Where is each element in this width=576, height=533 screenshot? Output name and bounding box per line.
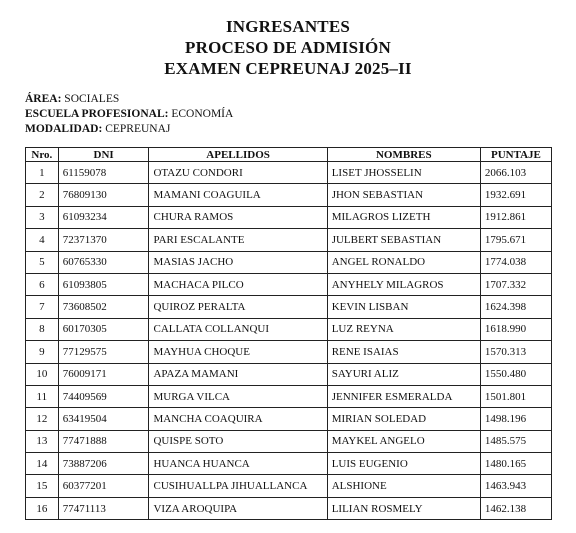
table-row bbox=[26, 251, 552, 273]
cell-nombres: SAYURI ALIZ bbox=[327, 363, 480, 385]
document-title-block bbox=[0, 16, 576, 79]
title-ingresantes: INGRESANTES bbox=[225, 17, 351, 36]
cell-nro: 4 bbox=[26, 229, 59, 251]
table-row bbox=[26, 430, 552, 452]
meta-escuela bbox=[25, 107, 233, 122]
cell-dni: 73887206 bbox=[58, 453, 149, 475]
cell-apellidos: MANCHA COAQUIRA bbox=[149, 408, 327, 430]
cell-apellidos: CALLATA COLLANQUI bbox=[149, 318, 327, 340]
cell-apellidos: MAYHUA CHOQUE bbox=[149, 341, 327, 363]
cell-dni: 77129575 bbox=[58, 341, 149, 363]
cell-nombres: LISET JHOSSELIN bbox=[327, 162, 480, 184]
cell-dni: 63419504 bbox=[58, 408, 149, 430]
table-row bbox=[26, 475, 552, 497]
cell-dni: 76809130 bbox=[58, 184, 149, 206]
cell-puntaje: 2066.103 bbox=[480, 162, 551, 184]
meta-escuela-value: ECONOMÍA bbox=[171, 108, 234, 120]
cell-dni: 77471113 bbox=[58, 497, 149, 519]
cell-apellidos: MAMANI COAGUILA bbox=[149, 184, 327, 206]
meta-area-label: ÁREA: bbox=[25, 93, 62, 105]
cell-nro: 11 bbox=[26, 385, 59, 407]
cell-apellidos: MURGA VILCA bbox=[149, 385, 327, 407]
cell-puntaje: 1570.313 bbox=[480, 341, 551, 363]
cell-nombres: JULBERT SEBASTIAN bbox=[327, 229, 480, 251]
cell-nro: 6 bbox=[26, 273, 59, 295]
table-row bbox=[26, 363, 552, 385]
cell-nombres: LUZ REYNA bbox=[327, 318, 480, 340]
cell-apellidos: VIZA AROQUIPA bbox=[149, 497, 327, 519]
cell-dni: 60377201 bbox=[58, 475, 149, 497]
cell-puntaje: 1932.691 bbox=[480, 184, 551, 206]
cell-puntaje: 1795.671 bbox=[480, 229, 551, 251]
cell-puntaje: 1463.943 bbox=[480, 475, 551, 497]
cell-nro: 1 bbox=[26, 162, 59, 184]
cell-nombres: JENNIFER ESMERALDA bbox=[327, 385, 480, 407]
cell-nombres: ANGEL RONALDO bbox=[327, 251, 480, 273]
cell-nombres: LILIAN ROSMELY bbox=[327, 497, 480, 519]
results-table bbox=[25, 147, 552, 520]
cell-puntaje: 1485.575 bbox=[480, 430, 551, 452]
cell-nro: 2 bbox=[26, 184, 59, 206]
cell-nombres: JHON SEBASTIAN bbox=[327, 184, 480, 206]
cell-puntaje: 1774.038 bbox=[480, 251, 551, 273]
column-header-nro: Nro. bbox=[26, 148, 59, 162]
cell-nro: 8 bbox=[26, 318, 59, 340]
cell-nombres: ANYHELY MILAGROS bbox=[327, 273, 480, 295]
table-header-row bbox=[26, 148, 552, 162]
table-row bbox=[26, 184, 552, 206]
column-header-nombres: NOMBRES bbox=[327, 148, 480, 162]
table-row bbox=[26, 453, 552, 475]
cell-apellidos: OTAZU CONDORI bbox=[149, 162, 327, 184]
document-meta bbox=[25, 92, 233, 137]
cell-nro: 14 bbox=[26, 453, 59, 475]
cell-nro: 9 bbox=[26, 341, 59, 363]
cell-dni: 61159078 bbox=[58, 162, 149, 184]
cell-nombres: RENE ISAIAS bbox=[327, 341, 480, 363]
cell-nombres: LUIS EUGENIO bbox=[327, 453, 480, 475]
cell-puntaje: 1618.990 bbox=[480, 318, 551, 340]
cell-puntaje: 1550.480 bbox=[480, 363, 551, 385]
cell-nro: 13 bbox=[26, 430, 59, 452]
table-row bbox=[26, 206, 552, 228]
meta-modalidad bbox=[25, 122, 233, 137]
cell-dni: 61093234 bbox=[58, 206, 149, 228]
cell-puntaje: 1912.861 bbox=[480, 206, 551, 228]
meta-area bbox=[25, 92, 233, 107]
cell-dni: 74409569 bbox=[58, 385, 149, 407]
cell-dni: 72371370 bbox=[58, 229, 149, 251]
cell-nro: 10 bbox=[26, 363, 59, 385]
column-header-puntaje: PUNTAJE bbox=[480, 148, 551, 162]
cell-nombres: MAYKEL ANGELO bbox=[327, 430, 480, 452]
cell-puntaje: 1624.398 bbox=[480, 296, 551, 318]
cell-nombres: MILAGROS LIZETH bbox=[327, 206, 480, 228]
cell-apellidos: CUSIHUALLPA JIHUALLANCA bbox=[149, 475, 327, 497]
table-row bbox=[26, 341, 552, 363]
cell-nombres: ALSHIONE bbox=[327, 475, 480, 497]
cell-apellidos: HUANCA HUANCA bbox=[149, 453, 327, 475]
cell-nro: 5 bbox=[26, 251, 59, 273]
cell-apellidos: CHURA RAMOS bbox=[149, 206, 327, 228]
cell-nro: 3 bbox=[26, 206, 59, 228]
cell-dni: 76009171 bbox=[58, 363, 149, 385]
table-row bbox=[26, 229, 552, 251]
column-header-dni: DNI bbox=[58, 148, 149, 162]
table-row bbox=[26, 497, 552, 519]
table-row bbox=[26, 408, 552, 430]
table-row bbox=[26, 296, 552, 318]
cell-puntaje: 1462.138 bbox=[480, 497, 551, 519]
title-examen: EXAMEN CEPREUNAJ 2025–II bbox=[164, 59, 412, 78]
meta-escuela-label: ESCUELA PROFESIONAL: bbox=[25, 108, 169, 120]
cell-apellidos: QUISPE SOTO bbox=[149, 430, 327, 452]
table-row bbox=[26, 318, 552, 340]
cell-apellidos: APAZA MAMANI bbox=[149, 363, 327, 385]
meta-modalidad-value: CEPREUNAJ bbox=[105, 123, 171, 135]
cell-dni: 77471888 bbox=[58, 430, 149, 452]
table-row bbox=[26, 385, 552, 407]
cell-nombres: MIRIAN SOLEDAD bbox=[327, 408, 480, 430]
cell-puntaje: 1498.196 bbox=[480, 408, 551, 430]
cell-dni: 60170305 bbox=[58, 318, 149, 340]
cell-nombres: KEVIN LISBAN bbox=[327, 296, 480, 318]
cell-nro: 12 bbox=[26, 408, 59, 430]
meta-area-value: SOCIALES bbox=[64, 93, 120, 105]
meta-modalidad-label: MODALIDAD: bbox=[25, 123, 103, 135]
cell-dni: 61093805 bbox=[58, 273, 149, 295]
cell-dni: 60765330 bbox=[58, 251, 149, 273]
table-row bbox=[26, 162, 552, 184]
cell-nro: 16 bbox=[26, 497, 59, 519]
cell-nro: 7 bbox=[26, 296, 59, 318]
table-body bbox=[26, 162, 552, 520]
cell-apellidos: QUIROZ PERALTA bbox=[149, 296, 327, 318]
cell-apellidos: MACHACA PILCO bbox=[149, 273, 327, 295]
cell-puntaje: 1480.165 bbox=[480, 453, 551, 475]
cell-nro: 15 bbox=[26, 475, 59, 497]
column-header-apellidos: APELLIDOS bbox=[149, 148, 327, 162]
cell-puntaje: 1501.801 bbox=[480, 385, 551, 407]
title-proceso: PROCESO DE ADMISIÓN bbox=[185, 38, 391, 57]
cell-puntaje: 1707.332 bbox=[480, 273, 551, 295]
cell-dni: 73608502 bbox=[58, 296, 149, 318]
table-row bbox=[26, 273, 552, 295]
cell-apellidos: MASIAS JACHO bbox=[149, 251, 327, 273]
cell-apellidos: PARI ESCALANTE bbox=[149, 229, 327, 251]
